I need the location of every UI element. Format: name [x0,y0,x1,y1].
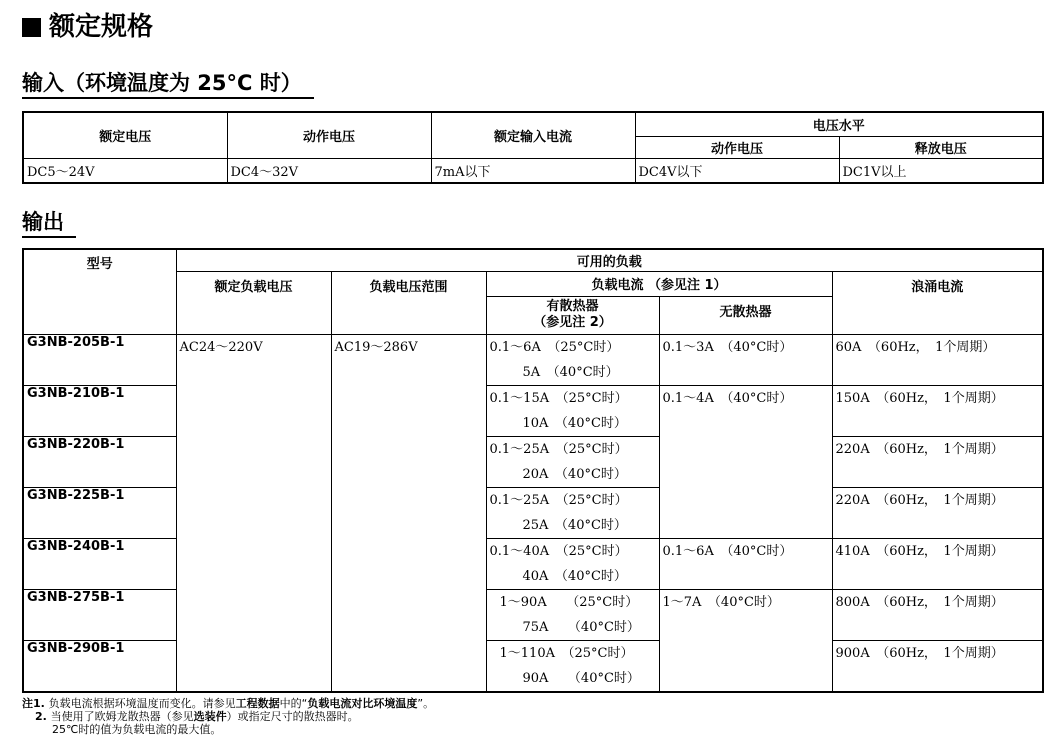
model-cell: G3NB-275B-1 [23,589,176,640]
cell-release-voltage: DC1V以上 [839,158,1043,183]
page-title: 额定规格 [22,10,153,44]
with-heatsink-cell: 0.1～25A （25°C时） 25A （40°C时） [486,487,659,538]
model-cell: G3NB-205B-1 [23,334,176,385]
header-rated-load-voltage: 额定负载电压 [176,271,331,334]
without-heatsink-cell: 0.1～6A （40°C时） [659,538,832,589]
with-heatsink-cell: 1～110A （25°C时） 90A （40°C时） [486,640,659,692]
with-heatsink-cell: 0.1～25A （25°C时） 20A （40°C时） [486,436,659,487]
with-heatsink-cell: 0.1～6A （25°C时） 5A （40°C时） [486,334,659,385]
inrush-cell: 150A （60Hz， 1个周期） [832,385,1043,436]
without-heatsink-cell: 0.1～3A （40°C时） [659,334,832,385]
inrush-cell: 60A （60Hz， 1个周期） [832,334,1043,385]
header-rated-voltage: 额定电压 [23,112,227,158]
output-spec-table [22,248,1044,693]
model-cell: G3NB-210B-1 [23,385,176,436]
footnotes [22,697,1042,736]
inrush-cell: 220A （60Hz， 1个周期） [832,487,1043,538]
model-cell: G3NB-220B-1 [23,436,176,487]
with-heatsink-cell: 1～90A （25°C时） 75A （40°C时） [486,589,659,640]
table-row [23,334,1043,385]
output-section-title: 输出 [22,208,76,238]
inrush-cell: 220A （60Hz， 1个周期） [832,436,1043,487]
model-cell: G3NB-240B-1 [23,538,176,589]
cell-rated-input-current: 7mA以下 [431,158,635,183]
without-heatsink-cell: 1～7A （40°C时） [659,589,832,692]
model-cell: G3NB-225B-1 [23,487,176,538]
with-heatsink-cell: 0.1～40A （25°C时） 40A （40°C时） [486,538,659,589]
black-square-icon [22,18,41,37]
model-cell: G3NB-290B-1 [23,640,176,692]
input-spec-table [22,111,1044,184]
header-with-heatsink [486,296,659,334]
header-model: 型号 [23,249,176,334]
header-load-voltage-range: 负载电压范围 [331,271,486,334]
header-with-heatsink-line1: 有散热器 [546,299,599,314]
cell-operating-voltage: DC4～32V [227,158,431,183]
header-without-heatsink: 无散热器 [659,296,832,334]
header-release-voltage: 释放电压 [839,136,1043,158]
note-1: 注1. 负载电流根据环境温度而变化。请参见工程数据中的“负载电流对比环境温度”。 [22,697,435,710]
note-2-line-2: 25℃时的值为负载电流的最大值。 [52,723,222,736]
header-voltage-level: 电压水平 [635,112,1043,136]
load-voltage-range-cell: AC19～286V [331,334,486,692]
header-with-heatsink-line2: （参见注 2） [533,315,612,330]
inrush-cell: 410A （60Hz， 1个周期） [832,538,1043,589]
rated-load-voltage-cell: AC24～220V [176,334,331,692]
inrush-cell: 800A （60Hz， 1个周期） [832,589,1043,640]
note-2: 2. 当使用了欧姆龙散热器（参见选装件）或指定尺寸的散热器时。 [35,710,359,723]
without-heatsink-cell: 0.1～4A （40°C时） [659,385,832,538]
header-load-current: 负载电流 （参见注 1） [486,271,832,296]
cell-pickup-voltage: DC4V以下 [635,158,839,183]
header-inrush-current: 浪涌电流 [832,271,1043,334]
header-pickup-voltage: 动作电压 [635,136,839,158]
header-operating-voltage: 动作电压 [227,112,431,158]
with-heatsink-cell: 0.1～15A （25°C时） 10A （40°C时） [486,385,659,436]
header-rated-input-current: 额定输入电流 [431,112,635,158]
header-applicable-load: 可用的负载 [176,249,1043,271]
cell-rated-voltage: DC5～24V [23,158,227,183]
inrush-cell: 900A （60Hz， 1个周期） [832,640,1043,692]
input-section-title: 输入（环境温度为 25°C 时） [22,69,314,99]
input-data-row [23,158,1043,183]
